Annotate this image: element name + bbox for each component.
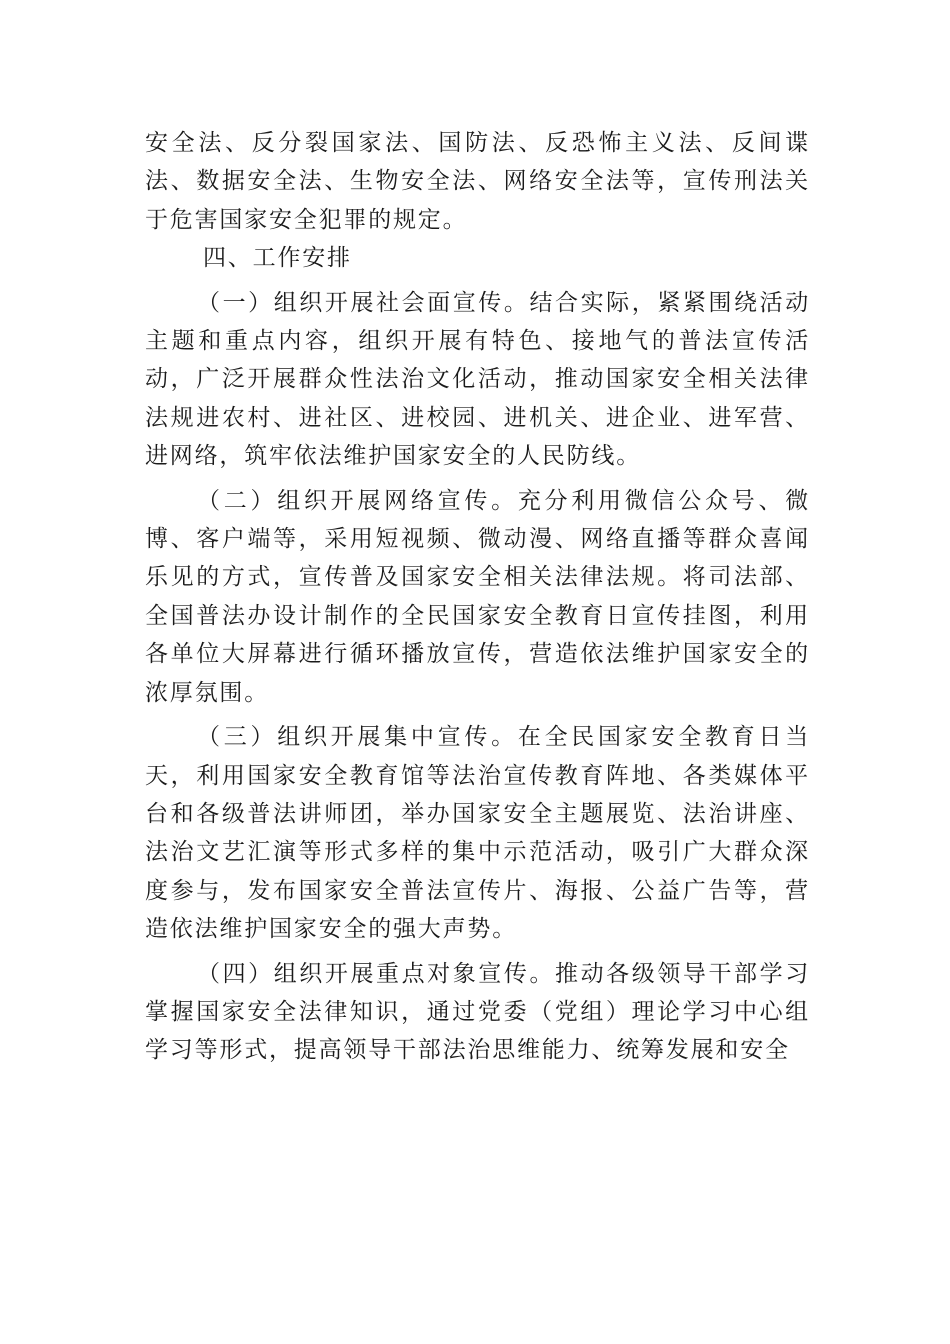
paragraph-social-publicity: （一）组织开展社会面宣传。结合实际，紧紧围绕活动主题和重点内容，组织开展有特色、接地气的普法宣传活动，广泛开展群众性法治文化活动，推动国家安全相关法律法规进农村、进社区、进校园、进机关、进企业、进军营、进网络，筑牢依法维护国家安全的人民防线。: [145, 289, 810, 470]
section-heading-work-arrangement: 四、工作安排: [203, 245, 352, 272]
paragraph-centralized-publicity: （三）组织开展集中宣传。在全民国家安全教育日当天，利用国家安全教育馆等法治宣传教育阵地、各类媒体平台和各级普法讲师团，举办国家安全主题展览、法治讲座、法治文艺汇演等形式多样的集中示范活动，吸引广大群众深度参与，发布国家安全普法宣传片、海报、公益广告等，营造依法维护国家安全的强大声势。: [145, 724, 810, 943]
document-body: [145, 124, 810, 1070]
paragraph-key-target-publicity: （四）组织开展重点对象宣传。推动各级领导干部学习掌握国家安全法律知识，通过党委（党组）理论学习中心组学习等形式，提高领导干部法治思维能力、统筹发展和安全: [145, 960, 810, 1064]
paragraph-continuation: 安全法、反分裂国家法、国防法、反恐怖主义法、反间谍法、数据安全法、生物安全法、网络安全法等，宣传刑法关于危害国家安全犯罪的规定。: [145, 130, 810, 233]
paragraph-online-publicity: （二）组织开展网络宣传。充分利用微信公众号、微博、客户端等，采用短视频、微动漫、网络直播等群众喜闻乐见的方式，宣传普及国家安全相关法律法规。将司法部、全国普法办设计制作的全民国家安全教育日宣传挂图，利用各单位大屏幕进行循环播放宣传，营造依法维护国家安全的浓厚氛围。: [145, 487, 810, 706]
